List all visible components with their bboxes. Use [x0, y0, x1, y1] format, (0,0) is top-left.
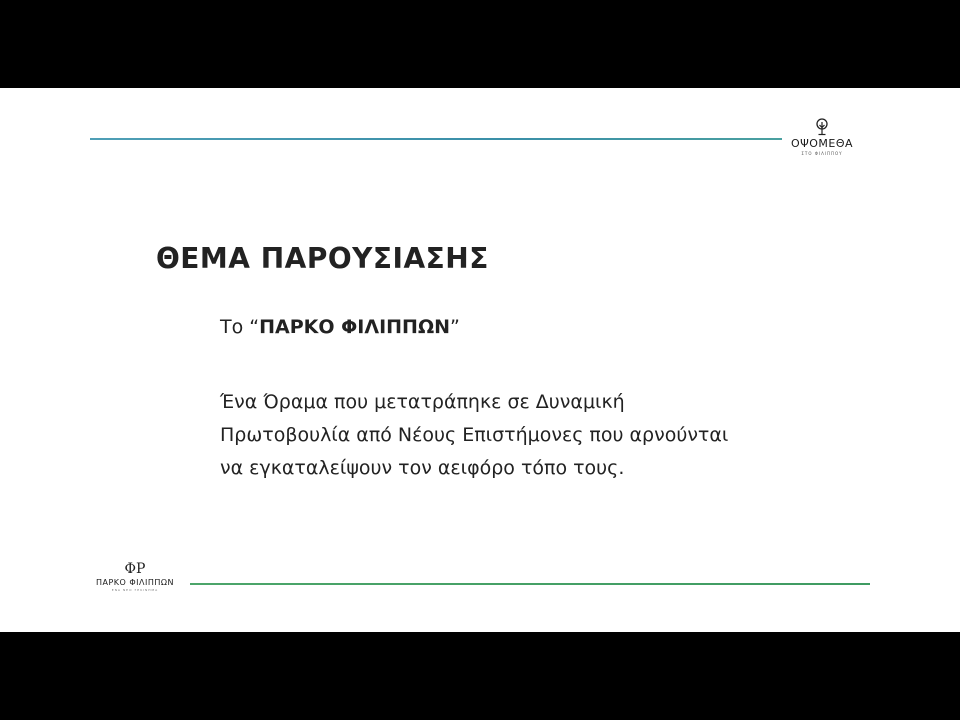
park-monogram-icon — [124, 560, 146, 576]
subtitle-emphasis: ΠΑΡΚΟ ΦΙΛΙΠΠΩΝ — [259, 316, 450, 338]
presentation-slide — [0, 88, 960, 632]
subtitle-suffix: ” — [450, 316, 460, 338]
body-line: Ένα Όραμα που μετατράπηκε σε Δυναμική — [220, 391, 625, 413]
subtitle-prefix: Το “ — [220, 316, 260, 338]
slide-body-text — [220, 386, 840, 485]
opsometha-logo — [786, 118, 858, 156]
body-line: να εγκαταλείψουν τον αειφόρο τόπο τους. — [220, 457, 625, 479]
parko-filippon-tagline: ΕΝΑ ΝΕΟ ΞΕΚΙΝΗΜΑ — [111, 588, 159, 592]
parko-filippon-wordmark: ΠΑΡΚΟ ΦΙΛΙΠΠΩΝ — [95, 578, 174, 587]
slide-title: ΘΕΜΑ ΠΑΡΟΥΣΙΑΣΗΣ — [156, 242, 489, 275]
top-divider-line — [90, 138, 782, 140]
park-monogram-text: ΦΡ — [124, 561, 146, 576]
slide-subtitle — [220, 316, 460, 338]
bottom-divider-line — [190, 583, 870, 585]
opsometha-tagline: ΣΤΟ ΦΙΛΙΠΠΟΥ — [801, 151, 843, 156]
tree-icon — [815, 118, 829, 136]
parko-filippon-logo — [80, 560, 190, 592]
body-line: Πρωτοβουλία από Νέους Επιστήμονες που αρνούνται — [220, 424, 729, 446]
opsometha-wordmark: ΟΨΟΜΕΘΑ — [790, 137, 854, 150]
